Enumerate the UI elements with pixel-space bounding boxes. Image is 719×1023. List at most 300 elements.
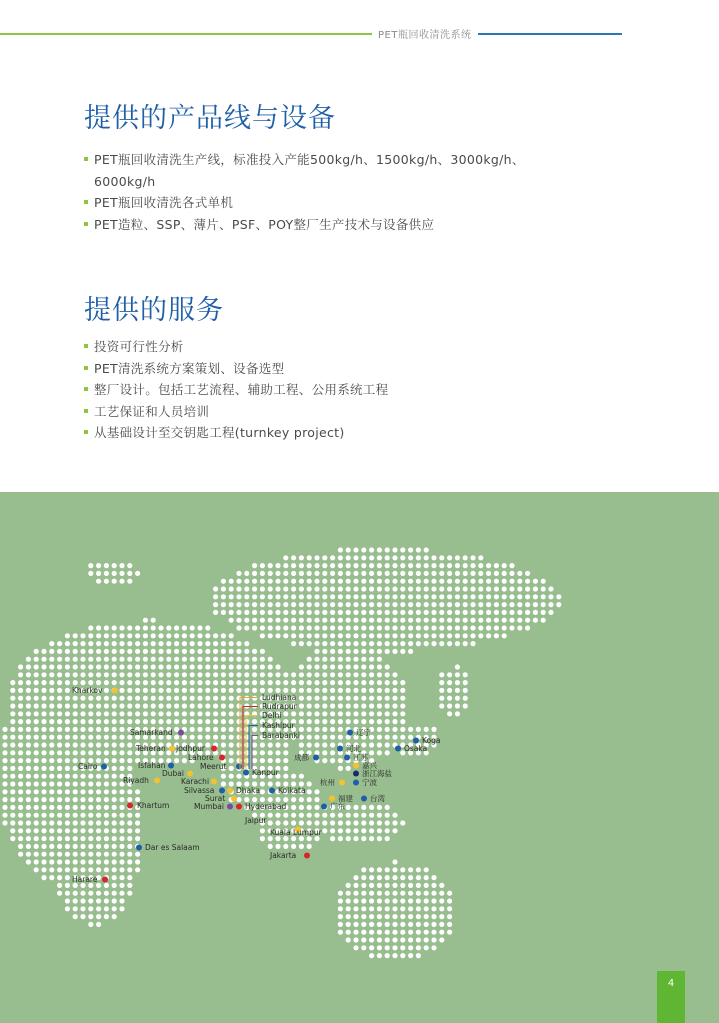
map-dot bbox=[330, 602, 335, 607]
map-dot bbox=[73, 696, 78, 701]
map-dot bbox=[26, 727, 31, 732]
map-dot bbox=[41, 742, 46, 747]
map-dot bbox=[307, 805, 312, 810]
map-dot bbox=[377, 547, 382, 552]
map-dot bbox=[439, 680, 444, 685]
map-dot bbox=[424, 898, 429, 903]
map-dot bbox=[361, 688, 366, 693]
services-list bbox=[84, 336, 554, 444]
map-dot bbox=[439, 891, 444, 896]
map-dot bbox=[252, 586, 257, 591]
map-dot bbox=[112, 727, 117, 732]
city-label: 杭州 bbox=[320, 778, 335, 787]
map-dot bbox=[135, 828, 140, 833]
map-dot bbox=[416, 602, 421, 607]
map-dot bbox=[104, 696, 109, 701]
map-dot bbox=[252, 579, 257, 584]
map-dot bbox=[369, 883, 374, 888]
map-dot bbox=[80, 813, 85, 818]
map-dot bbox=[299, 711, 304, 716]
map-dot bbox=[143, 711, 148, 716]
map-dot bbox=[447, 914, 452, 919]
map-dot bbox=[182, 633, 187, 638]
products-title: 提供的产品线与设备 bbox=[84, 103, 336, 134]
map-dot bbox=[2, 742, 7, 747]
map-dot bbox=[377, 610, 382, 615]
map-dot bbox=[517, 579, 522, 584]
map-dot bbox=[34, 657, 39, 662]
map-dot bbox=[346, 633, 351, 638]
map-dot bbox=[369, 563, 374, 568]
map-dot bbox=[41, 852, 46, 857]
map-dot bbox=[494, 594, 499, 599]
map-dot bbox=[408, 586, 413, 591]
map-dot bbox=[346, 586, 351, 591]
map-dot bbox=[322, 742, 327, 747]
map-dot bbox=[244, 625, 249, 630]
map-dot bbox=[174, 696, 179, 701]
map-dot bbox=[205, 672, 210, 677]
map-dot bbox=[80, 898, 85, 903]
map-dot bbox=[158, 649, 163, 654]
map-dot bbox=[314, 633, 319, 638]
map-dot bbox=[88, 664, 93, 669]
map-dot bbox=[57, 727, 62, 732]
map-dot bbox=[49, 649, 54, 654]
map-dot bbox=[283, 618, 288, 623]
map-dot bbox=[314, 742, 319, 747]
map-dot bbox=[369, 898, 374, 903]
city-marker bbox=[169, 746, 175, 752]
map-dot bbox=[236, 649, 241, 654]
map-dot bbox=[119, 906, 124, 911]
map-dot bbox=[135, 680, 140, 685]
map-dot bbox=[439, 696, 444, 701]
map-dot bbox=[268, 680, 273, 685]
map-dot bbox=[408, 891, 413, 896]
map-dot bbox=[330, 579, 335, 584]
map-dot bbox=[369, 579, 374, 584]
map-dot bbox=[369, 672, 374, 677]
city-marker bbox=[127, 803, 133, 809]
map-dot bbox=[400, 883, 405, 888]
map-dot bbox=[369, 719, 374, 724]
map-dot bbox=[533, 610, 538, 615]
map-dot bbox=[400, 937, 405, 942]
map-dot bbox=[41, 680, 46, 685]
map-dot bbox=[221, 696, 226, 701]
map-dot bbox=[112, 625, 117, 630]
map-dot bbox=[197, 657, 202, 662]
map-dot bbox=[213, 633, 218, 638]
map-dot bbox=[291, 579, 296, 584]
map-dot bbox=[244, 571, 249, 576]
map-dot bbox=[96, 805, 101, 810]
map-dot bbox=[439, 641, 444, 646]
map-dot bbox=[494, 633, 499, 638]
map-dot bbox=[213, 586, 218, 591]
map-dot bbox=[322, 602, 327, 607]
map-dot bbox=[307, 563, 312, 568]
map-dot bbox=[330, 618, 335, 623]
map-dot bbox=[88, 649, 93, 654]
map-dot bbox=[385, 898, 390, 903]
map-dot bbox=[408, 906, 413, 911]
map-dot bbox=[119, 875, 124, 880]
map-dot bbox=[80, 914, 85, 919]
map-dot bbox=[26, 766, 31, 771]
map-dot bbox=[221, 703, 226, 708]
map-dot bbox=[119, 750, 124, 755]
map-dot bbox=[26, 750, 31, 755]
map-dot bbox=[229, 649, 234, 654]
map-dot bbox=[65, 789, 70, 794]
map-dot bbox=[96, 906, 101, 911]
map-dot bbox=[244, 688, 249, 693]
map-dot bbox=[424, 547, 429, 552]
map-dot bbox=[2, 735, 7, 740]
map-dot bbox=[338, 898, 343, 903]
map-dot bbox=[104, 828, 109, 833]
map-dot bbox=[361, 719, 366, 724]
map-dot bbox=[96, 571, 101, 576]
map-dot bbox=[322, 735, 327, 740]
map-dot bbox=[361, 672, 366, 677]
map-dot bbox=[80, 657, 85, 662]
map-dot bbox=[229, 750, 234, 755]
map-dot bbox=[299, 571, 304, 576]
map-dot bbox=[57, 750, 62, 755]
map-dot bbox=[112, 852, 117, 857]
map-dot bbox=[174, 711, 179, 716]
map-dot bbox=[416, 883, 421, 888]
map-dot bbox=[353, 633, 358, 638]
map-dot bbox=[346, 891, 351, 896]
map-dot bbox=[400, 563, 405, 568]
map-dot bbox=[447, 610, 452, 615]
map-dot bbox=[275, 563, 280, 568]
map-dot bbox=[470, 641, 475, 646]
map-dot bbox=[221, 781, 226, 786]
map-dot bbox=[361, 657, 366, 662]
map-dot bbox=[392, 735, 397, 740]
map-dot bbox=[88, 828, 93, 833]
map-dot bbox=[283, 602, 288, 607]
map-dot bbox=[424, 555, 429, 560]
map-dot bbox=[494, 625, 499, 630]
map-dot bbox=[34, 750, 39, 755]
map-dot bbox=[104, 579, 109, 584]
map-dot bbox=[73, 805, 78, 810]
map-dot bbox=[478, 586, 483, 591]
map-dot bbox=[369, 610, 374, 615]
map-dot bbox=[57, 774, 62, 779]
map-dot bbox=[275, 844, 280, 849]
map-dot bbox=[314, 664, 319, 669]
map-dot bbox=[205, 688, 210, 693]
map-dot bbox=[439, 688, 444, 693]
map-dot bbox=[322, 618, 327, 623]
map-dot bbox=[439, 633, 444, 638]
map-dot bbox=[424, 641, 429, 646]
map-dot bbox=[307, 618, 312, 623]
map-dot bbox=[377, 618, 382, 623]
map-dot bbox=[353, 703, 358, 708]
map-dot bbox=[353, 688, 358, 693]
map-dot bbox=[18, 781, 23, 786]
map-dot bbox=[322, 750, 327, 755]
map-dot bbox=[104, 680, 109, 685]
map-dot bbox=[431, 727, 436, 732]
map-dot bbox=[361, 680, 366, 685]
map-dot bbox=[18, 703, 23, 708]
map-dot bbox=[346, 579, 351, 584]
map-dot bbox=[88, 867, 93, 872]
map-dot bbox=[112, 633, 117, 638]
map-dot bbox=[236, 586, 241, 591]
map-dot bbox=[369, 906, 374, 911]
map-dot bbox=[424, 930, 429, 935]
map-dot bbox=[314, 797, 319, 802]
map-dot bbox=[494, 610, 499, 615]
map-dot bbox=[291, 797, 296, 802]
map-dot bbox=[57, 711, 62, 716]
map-dot bbox=[424, 867, 429, 872]
map-dot bbox=[346, 805, 351, 810]
map-dot bbox=[314, 555, 319, 560]
map-dot bbox=[385, 594, 390, 599]
city-marker bbox=[219, 788, 225, 794]
city-marker bbox=[136, 845, 142, 851]
map-dot bbox=[392, 711, 397, 716]
map-dot bbox=[221, 586, 226, 591]
map-dot bbox=[119, 563, 124, 568]
page-number: 4 bbox=[667, 978, 675, 989]
map-dot bbox=[463, 610, 468, 615]
map-dot bbox=[268, 633, 273, 638]
map-dot bbox=[268, 657, 273, 662]
map-dot bbox=[166, 688, 171, 693]
map-dot bbox=[478, 594, 483, 599]
map-dot bbox=[361, 696, 366, 701]
map-dot bbox=[96, 836, 101, 841]
map-dot bbox=[338, 680, 343, 685]
map-dot bbox=[385, 672, 390, 677]
map-dot bbox=[104, 633, 109, 638]
map-dot bbox=[338, 579, 343, 584]
map-dot bbox=[369, 586, 374, 591]
map-dot bbox=[400, 953, 405, 958]
map-dot bbox=[127, 844, 132, 849]
map-dot bbox=[439, 922, 444, 927]
map-dot bbox=[455, 571, 460, 576]
map-dot bbox=[439, 914, 444, 919]
map-dot bbox=[322, 703, 327, 708]
map-dot bbox=[377, 625, 382, 630]
map-dot bbox=[49, 859, 54, 864]
map-dot bbox=[213, 719, 218, 724]
map-dot bbox=[275, 586, 280, 591]
map-dot bbox=[509, 586, 514, 591]
map-dot bbox=[127, 680, 132, 685]
map-dot bbox=[112, 906, 117, 911]
map-dot bbox=[361, 914, 366, 919]
map-dot bbox=[229, 602, 234, 607]
map-dot bbox=[439, 579, 444, 584]
map-dot bbox=[73, 680, 78, 685]
map-dot bbox=[174, 672, 179, 677]
map-dot bbox=[49, 696, 54, 701]
map-dot bbox=[41, 820, 46, 825]
map-dot bbox=[229, 641, 234, 646]
map-dot bbox=[447, 563, 452, 568]
city-marker bbox=[112, 688, 118, 694]
map-dot bbox=[190, 625, 195, 630]
map-dot bbox=[400, 898, 405, 903]
map-dot bbox=[143, 680, 148, 685]
map-dot bbox=[65, 828, 70, 833]
map-dot bbox=[96, 891, 101, 896]
map-dot bbox=[190, 711, 195, 716]
map-dot bbox=[104, 781, 109, 786]
map-dot bbox=[346, 696, 351, 701]
map-dot bbox=[314, 680, 319, 685]
map-dot bbox=[439, 555, 444, 560]
map-dot bbox=[213, 688, 218, 693]
map-dot bbox=[10, 766, 15, 771]
services-item: 从基础设计至交钥匙工程(turnkey project) bbox=[84, 422, 554, 444]
map-dot bbox=[431, 945, 436, 950]
map-dot bbox=[244, 672, 249, 677]
map-dot bbox=[49, 727, 54, 732]
map-dot bbox=[127, 852, 132, 857]
map-dot bbox=[182, 719, 187, 724]
map-dot bbox=[369, 750, 374, 755]
map-dot bbox=[353, 563, 358, 568]
map-dot bbox=[104, 867, 109, 872]
map-dot bbox=[112, 898, 117, 903]
products-list bbox=[84, 149, 554, 235]
map-dot bbox=[41, 859, 46, 864]
map-dot bbox=[18, 836, 23, 841]
map-dot bbox=[447, 703, 452, 708]
map-dot bbox=[424, 727, 429, 732]
map-dot bbox=[65, 672, 70, 677]
map-dot bbox=[346, 883, 351, 888]
city-marker bbox=[211, 779, 217, 785]
map-dot bbox=[385, 711, 390, 716]
map-dot bbox=[408, 735, 413, 740]
map-dot bbox=[338, 914, 343, 919]
map-dot bbox=[299, 672, 304, 677]
map-dot bbox=[96, 649, 101, 654]
map-dot bbox=[439, 602, 444, 607]
map-dot bbox=[182, 649, 187, 654]
map-dot bbox=[41, 781, 46, 786]
map-dot bbox=[291, 586, 296, 591]
map-dot bbox=[392, 688, 397, 693]
map-dot bbox=[205, 649, 210, 654]
map-dot bbox=[2, 813, 7, 818]
map-dot bbox=[65, 703, 70, 708]
map-dot bbox=[392, 867, 397, 872]
map-dot bbox=[314, 727, 319, 732]
map-dot bbox=[346, 618, 351, 623]
map-dot bbox=[431, 875, 436, 880]
map-dot bbox=[65, 844, 70, 849]
map-dot bbox=[353, 883, 358, 888]
map-dot bbox=[18, 672, 23, 677]
map-dot bbox=[330, 696, 335, 701]
header-line-left bbox=[0, 33, 372, 35]
map-dot bbox=[104, 625, 109, 630]
map-dot bbox=[322, 813, 327, 818]
map-dot bbox=[41, 844, 46, 849]
map-dot bbox=[330, 719, 335, 724]
map-dot bbox=[197, 680, 202, 685]
map-dot bbox=[104, 657, 109, 662]
map-dot bbox=[385, 563, 390, 568]
map-dot bbox=[229, 696, 234, 701]
map-dot bbox=[416, 875, 421, 880]
map-dot bbox=[112, 742, 117, 747]
map-dot bbox=[392, 563, 397, 568]
map-dot bbox=[322, 571, 327, 576]
map-dot bbox=[244, 586, 249, 591]
map-dot bbox=[478, 618, 483, 623]
map-dot bbox=[119, 758, 124, 763]
map-dot bbox=[400, 922, 405, 927]
map-dot bbox=[49, 789, 54, 794]
map-dot bbox=[18, 774, 23, 779]
map-dot bbox=[353, 672, 358, 677]
map-dot bbox=[182, 625, 187, 630]
map-dot bbox=[119, 859, 124, 864]
map-dot bbox=[392, 586, 397, 591]
map-dot bbox=[260, 579, 265, 584]
map-dot bbox=[112, 719, 117, 724]
map-dot bbox=[431, 930, 436, 935]
map-dot bbox=[135, 664, 140, 669]
map-dot bbox=[112, 696, 117, 701]
map-dot bbox=[268, 672, 273, 677]
map-dot bbox=[424, 571, 429, 576]
map-dot bbox=[151, 719, 156, 724]
map-dot bbox=[431, 641, 436, 646]
map-dot bbox=[377, 742, 382, 747]
map-dot bbox=[431, 914, 436, 919]
map-dot bbox=[353, 594, 358, 599]
map-dot bbox=[88, 625, 93, 630]
map-dot bbox=[73, 735, 78, 740]
map-dot bbox=[455, 625, 460, 630]
map-dot bbox=[135, 789, 140, 794]
map-dot bbox=[96, 727, 101, 732]
map-dot bbox=[205, 735, 210, 740]
map-dot bbox=[314, 610, 319, 615]
map-dot bbox=[369, 922, 374, 927]
map-dot bbox=[400, 610, 405, 615]
map-dot bbox=[127, 867, 132, 872]
map-dot bbox=[330, 664, 335, 669]
city-marker bbox=[329, 796, 335, 802]
map-dot bbox=[135, 649, 140, 654]
map-dot bbox=[205, 711, 210, 716]
map-dot bbox=[127, 766, 132, 771]
map-dot bbox=[221, 633, 226, 638]
map-dot bbox=[34, 742, 39, 747]
map-dot bbox=[229, 657, 234, 662]
